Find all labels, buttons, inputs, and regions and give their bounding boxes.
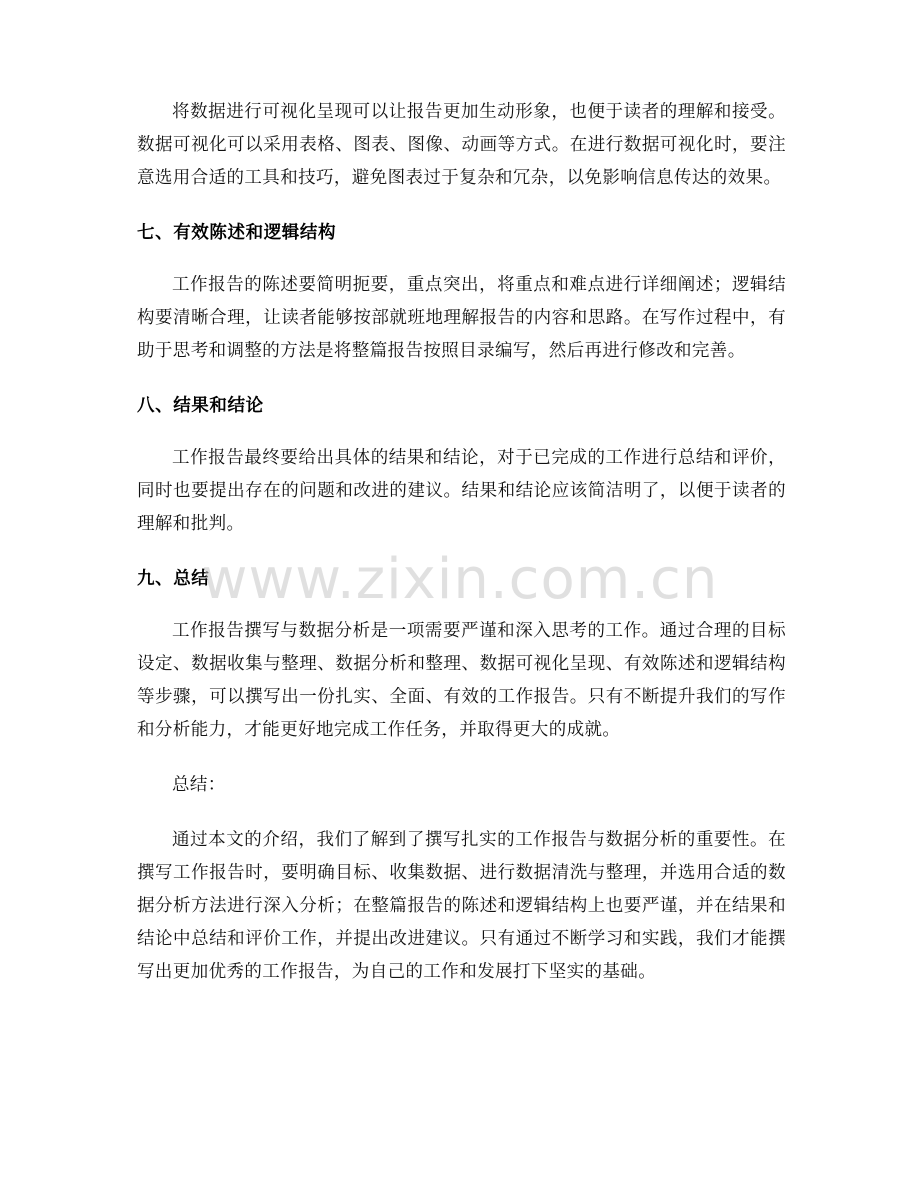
- paragraph-visualization: 将数据进行可视化呈现可以让报告更加生动形象，也便于读者的理解和接受。数据可视化可以采用表格、图表、图像、动画等方式。在进行数据可视化时，要注意选用合适的工具和技巧，避免图表过于复杂和冗杂，以免影响信息传达的效果。: [137, 102, 786, 188]
- heading-section-9: 九、总结: [137, 569, 210, 589]
- heading-section-7: 七、有效陈述和逻辑结构: [137, 223, 337, 243]
- paragraph-conclusion: 通过本文的介绍，我们了解到了撰写扎实的工作报告与数据分析的重要性。在撰写工作报告时，要明确目标、收集数据、进行数据清洗与整理，并选用合适的数据分析方法进行深入分析；在整篇报告的陈述和逻辑结构上也要严谨，并在结果和结论中总结和评价工作，并提出改进建议。只有通过不断学习和实践，我们才能撰写出更加优秀的工作报告，为自己的工作和发展打下坚实的基础。: [137, 830, 786, 982]
- watermark: www.zixin.com.cn: [201, 547, 719, 612]
- paragraph-summary: 工作报告撰写与数据分析是一项需要严谨和深入思考的工作。通过合理的目标设定、数据收集与整理、数据分析和整理、数据可视化呈现、有效陈述和逻辑结构等步骤，可以撰写出一份扎实、全面、有效的工作报告。只有不断提升我们的写作和分析能力，才能更好地完成工作任务，并取得更大的成就。: [137, 621, 786, 740]
- paragraph-results: 工作报告最终要给出具体的结果和结论，对于已完成的工作进行总结和评价，同时也要提出存在的问题和改进的建议。结果和结论应该简洁明了，以便于读者的理解和批判。: [137, 448, 786, 534]
- paragraph-logic-structure: 工作报告的陈述要简明扼要，重点突出，将重点和难点进行详细阐述；逻辑结构要清晰合理，让读者能够按部就班地理解报告的内容和思路。在写作过程中，有助于思考和调整的方法是将整篇报告按照目录编写，然后再进行修改和完善。: [137, 275, 786, 361]
- summary-label: 总结：: [172, 775, 226, 795]
- heading-section-8: 八、结果和结论: [137, 396, 264, 416]
